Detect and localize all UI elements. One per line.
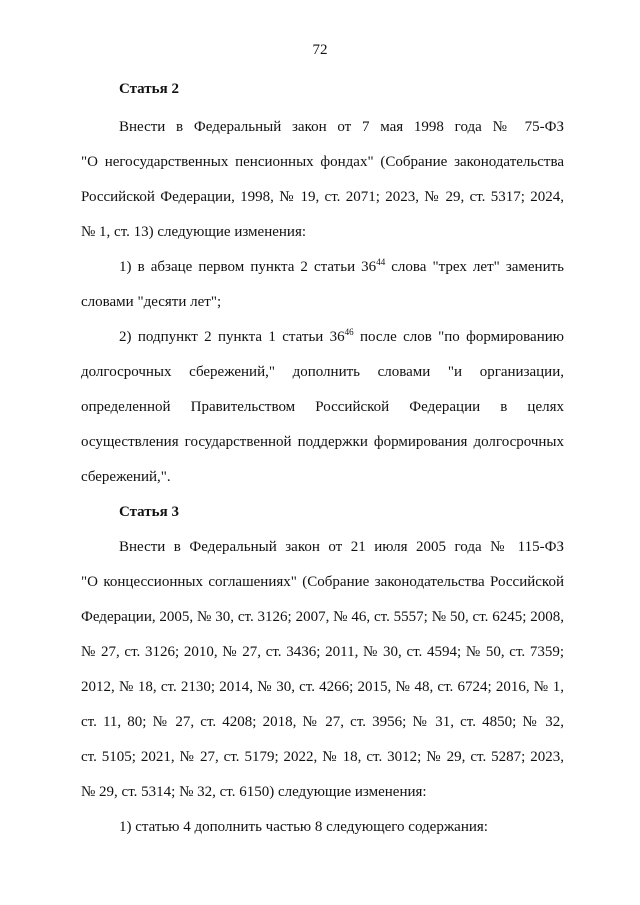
article-2-intro-line-1: Внести в Федеральный закон от 7 мая 1998 года № 75-ФЗ	[119, 119, 564, 135]
article-2-item-2-line-2: долгосрочных сбережений," дополнить словами "и организации,	[81, 364, 564, 380]
article-3-heading: Статья 3	[119, 504, 179, 520]
article-3-item-1: 1) статью 4 дополнить частью 8 следующего содержания:	[119, 819, 488, 835]
article-3-intro-line-3: Федерации, 2005, № 30, ст. 3126; 2007, № 46, ст. 5557; № 50, ст. 6245; 2008,	[81, 609, 564, 625]
item-1-text-start: 1) в абзаце первом пункта 2 статьи 36	[119, 259, 377, 275]
article-2-intro-line-4: № 1, ст. 13) следующие изменения:	[81, 224, 307, 240]
article-2-heading: Статья 2	[119, 81, 179, 97]
article-3-intro-line-4: № 27, ст. 3126; 2010, № 27, ст. 3436; 2011, № 30, ст. 4594; № 50, ст. 7359;	[81, 644, 564, 660]
item-1-text-end: слова "трех лет" заменить	[385, 259, 565, 275]
article-3-intro-line-1: Внести в Федеральный закон от 21 июля 2005 года № 115-ФЗ	[119, 539, 564, 555]
item-2-superscript: 46	[344, 327, 354, 337]
article-3-intro-line-6: ст. 11, 80; № 27, ст. 4208; 2018, № 27, ст. 3956; № 31, ст. 4850; № 32,	[81, 714, 564, 730]
article-3-intro-line-2: "О концессионных соглашениях" (Собрание законодательства Российской	[81, 574, 564, 590]
article-2-intro-line-3: Российской Федерации, 1998, № 19, ст. 2071; 2023, № 29, ст. 5317; 2024,	[81, 189, 564, 205]
article-3-intro-line-5: 2012, № 18, ст. 2130; 2014, № 30, ст. 4266; 2015, № 48, ст. 6724; 2016, № 1,	[81, 679, 564, 695]
article-2-item-2-line-5: сбережений,".	[81, 469, 171, 485]
article-3-intro-line-7: ст. 5105; 2021, № 27, ст. 5179; 2022, № 18, ст. 3012; № 29, ст. 5287; 2023,	[81, 749, 564, 765]
item-2-text-start: 2) подпункт 2 пункта 1 статьи 36	[119, 329, 345, 345]
article-2-intro-line-2: "О негосударственных пенсионных фондах" (Собрание законодательства	[81, 154, 564, 170]
article-3-intro-line-8: № 29, ст. 5314; № 32, ст. 6150) следующие изменения:	[81, 784, 427, 800]
page-number: 72	[312, 42, 328, 58]
item-1-superscript: 44	[376, 257, 386, 267]
article-2-item-1-line-1	[119, 258, 564, 276]
article-2-item-2-line-3: определенной Правительством Российской Федерации в целях	[81, 399, 564, 415]
item-2-text-end: после слов "по формированию	[353, 329, 564, 345]
article-2-item-2-line-1	[119, 328, 564, 346]
article-2-item-1-line-2: словами "десяти лет";	[81, 294, 222, 310]
article-2-item-2-line-4: осуществления государственной поддержки формирования долгосрочных	[81, 434, 564, 450]
